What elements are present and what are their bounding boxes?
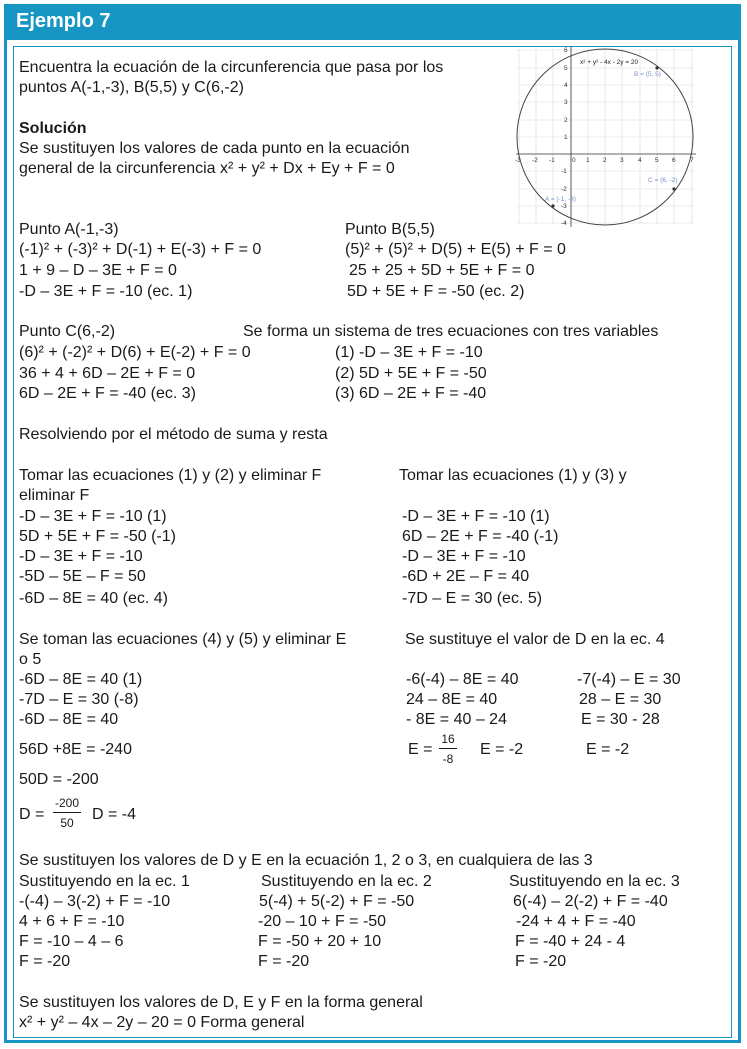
eliminate-45-step-3: -6D – 8E = 40 [19, 711, 119, 728]
eliminate-13-step-4: -6D + 2E – F = 40 [402, 568, 530, 585]
substitute-de-heading: Se sustituyen los valores de D y E en la ecuación 1, 2 o 3, en cualquiera de las 3 [19, 852, 593, 869]
x-tick: 5 [655, 157, 659, 164]
solution-line-1: Se sustituyen los valores de cada punto en la ecuación [19, 140, 410, 157]
y-tick: 2 [564, 117, 568, 124]
eliminate-13-step-2: 6D – 2E + F = -40 (-1) [402, 528, 559, 545]
y-tick: 6 [564, 47, 568, 54]
point-b-step-3: 5D + 5E + F = -50 (ec. 2) [347, 283, 525, 300]
eliminate-12-step-4: -5D – 5E – F = 50 [19, 568, 146, 585]
substitute-d-step-1: -6(-4) – 8E = 40 [406, 671, 519, 688]
d-fraction-denominator: 50 [60, 816, 74, 830]
sub-eq3-heading: Sustituyendo en la ec. 3 [509, 873, 680, 890]
final-heading: Se sustituyen los valores de D, E y F en la forma general [19, 994, 423, 1011]
eliminate-45-heading-1: Se toman las ecuaciones (4) y (5) y eliminar E [19, 631, 347, 648]
substitute-d-heading: Se sustituye el valor de D en la ec. 4 [405, 631, 665, 648]
eliminate-12-step-5: -6D – 8E = 40 (ec. 4) [19, 590, 168, 607]
sub-eq2-heading: Sustituyendo en la ec. 2 [261, 873, 432, 890]
point-c-label: C = (6, -2) [648, 177, 678, 184]
eliminate-13-heading: Tomar las ecuaciones (1) y (3) y [399, 467, 627, 484]
general-form-equation: x² + y² – 4x – 2y – 20 = 0 Forma general [19, 1014, 305, 1031]
eliminate-45-step-2: -7D – E = 30 (-8) [19, 691, 139, 708]
y-tick: -4 [561, 220, 567, 227]
eliminate-13-step-1: -D – 3E + F = -10 (1) [402, 508, 550, 525]
sub-eq3-step-3: F = -40 + 24 - 4 [515, 933, 626, 950]
y-tick: -2 [561, 186, 567, 193]
e-fraction-denominator: -8 [442, 752, 454, 766]
eliminate-12-step-2: 5D + 5E + F = -50 (-1) [19, 528, 176, 545]
problem-statement-line-1: Encuentra la ecuación de la circunferencia que pasa por los [19, 59, 444, 76]
d-result: D = -4 [92, 806, 137, 823]
eliminate-12-heading-1: Tomar las ecuaciones (1) y (2) y eliminar F [19, 467, 322, 484]
solution-heading: Solución [19, 120, 87, 137]
e-fraction-prefix: E = [408, 741, 433, 758]
eliminate-13-step-3: -D – 3E + F = -10 [402, 548, 526, 565]
x-tick: -3 [515, 157, 521, 164]
substitute-d-alt-step-1: -7(-4) – E = 30 [577, 671, 681, 688]
point-b-label: B = (5, 5) [634, 71, 661, 78]
point-a-label: A = (-1, -3) [545, 196, 576, 203]
point-c-step-1: (6)² + (-2)² + D(6) + E(-2) + F = 0 [19, 344, 251, 361]
sub-eq1-step-4: F = -20 [19, 953, 71, 970]
sub-eq1-heading: Sustituyendo en la ec. 1 [19, 873, 190, 890]
example-title: Ejemplo 7 [16, 10, 111, 32]
substitute-d-alt-step-2: 28 – E = 30 [579, 691, 662, 708]
example-header [7, 7, 738, 40]
sub-eq1-step-1: -(-4) – 3(-2) + F = -10 [19, 893, 171, 910]
sub-eq3-step-2: -24 + 4 + F = -40 [516, 913, 636, 930]
x-tick: 2 [603, 157, 607, 164]
point-a-heading: Punto A(-1,-3) [19, 221, 119, 238]
sub-eq3-step-4: F = -20 [515, 953, 567, 970]
x-tick: 0 [572, 157, 576, 164]
eliminate-13-step-5: -7D – E = 30 (ec. 5) [402, 590, 543, 607]
system-heading: Se forma un sistema de tres ecuaciones con tres variables [243, 323, 659, 340]
y-tick: -1 [561, 168, 567, 175]
sub-eq2-step-3: F = -50 + 20 + 10 [258, 933, 382, 950]
x-tick: 3 [620, 157, 624, 164]
x-tick: -1 [549, 157, 555, 164]
y-tick: -3 [561, 203, 567, 210]
x-tick: 6 [672, 157, 676, 164]
eliminate-12-heading-2: eliminar F [19, 487, 90, 504]
point-c-marker [672, 187, 675, 190]
point-a-marker [551, 204, 554, 207]
e-result-2: E = -2 [586, 741, 630, 758]
x-tick: -2 [532, 157, 538, 164]
point-c-step-2: 36 + 4 + 6D – 2E + F = 0 [19, 365, 196, 382]
circle-graph [514, 44, 697, 228]
d-fraction-bar [53, 812, 81, 813]
eliminate-12-step-1: -D – 3E + F = -10 (1) [19, 508, 167, 525]
x-tick: 1 [586, 157, 590, 164]
substitute-d-alt-step-3: E = 30 - 28 [581, 711, 660, 728]
y-tick: 3 [564, 99, 568, 106]
y-tick: 1 [564, 134, 568, 141]
e-fraction-bar [439, 748, 457, 749]
eliminate-45-step-1: -6D – 8E = 40 (1) [19, 671, 143, 688]
substitute-d-step-3: - 8E = 40 – 24 [406, 711, 507, 728]
problem-statement-line-2: puntos A(-1,-3), B(5,5) y C(6,-2) [19, 79, 244, 96]
point-b-heading: Punto B(5,5) [345, 221, 435, 238]
eliminate-12-step-3: -D – 3E + F = -10 [19, 548, 143, 565]
eliminate-45-step-4: 56D +8E = -240 [19, 741, 132, 758]
point-c-step-3: 6D – 2E + F = -40 (ec. 3) [19, 385, 196, 402]
point-b-marker [655, 66, 658, 69]
point-b-step-2: 25 + 25 + 5D + 5E + F = 0 [349, 262, 535, 279]
solution-line-2: general de la circunferencia x² + y² + Dx + Ey + F = 0 [19, 160, 395, 177]
sub-eq2-step-4: F = -20 [258, 953, 310, 970]
substitute-d-step-2: 24 – 8E = 40 [406, 691, 498, 708]
x-tick: 4 [638, 157, 642, 164]
eliminate-45-step-5: 50D = -200 [19, 771, 99, 788]
y-tick: 4 [564, 82, 568, 89]
eliminate-45-heading-2: o 5 [19, 651, 42, 668]
point-a-step-3: -D – 3E + F = -10 (ec. 1) [19, 283, 193, 300]
sub-eq1-step-2: 4 + 6 + F = -10 [19, 913, 125, 930]
system-eq-3: (3) 6D – 2E + F = -40 [335, 385, 487, 402]
sub-eq1-step-3: F = -10 – 4 – 6 [19, 933, 124, 950]
e-fraction-numerator: 16 [441, 732, 455, 746]
sub-eq2-step-1: 5(-4) + 5(-2) + F = -50 [259, 893, 415, 910]
sub-eq3-step-1: 6(-4) – 2(-2) + F = -40 [513, 893, 668, 910]
y-tick: 5 [564, 65, 568, 72]
method-heading: Resolviendo por el método de suma y resta [19, 426, 328, 443]
e-result-1: E = -2 [480, 741, 524, 758]
d-fraction-prefix: D = [19, 806, 45, 823]
point-a-step-2: 1 + 9 – D – 3E + F = 0 [19, 262, 177, 279]
equation-label: x² + y² - 4x - 2y = 20 [580, 59, 639, 66]
system-eq-1: (1) -D – 3E + F = -10 [335, 344, 483, 361]
point-a-step-1: (-1)² + (-3)² + D(-1) + E(-3) + F = 0 [19, 241, 262, 258]
d-fraction-numerator: -200 [54, 796, 80, 810]
x-tick: 7 [690, 157, 694, 164]
sub-eq2-step-2: -20 – 10 + F = -50 [258, 913, 387, 930]
point-c-heading: Punto C(6,-2) [19, 323, 116, 340]
system-eq-2: (2) 5D + 5E + F = -50 [335, 365, 487, 382]
point-b-step-1: (5)² + (5)² + D(5) + E(5) + F = 0 [345, 241, 566, 258]
